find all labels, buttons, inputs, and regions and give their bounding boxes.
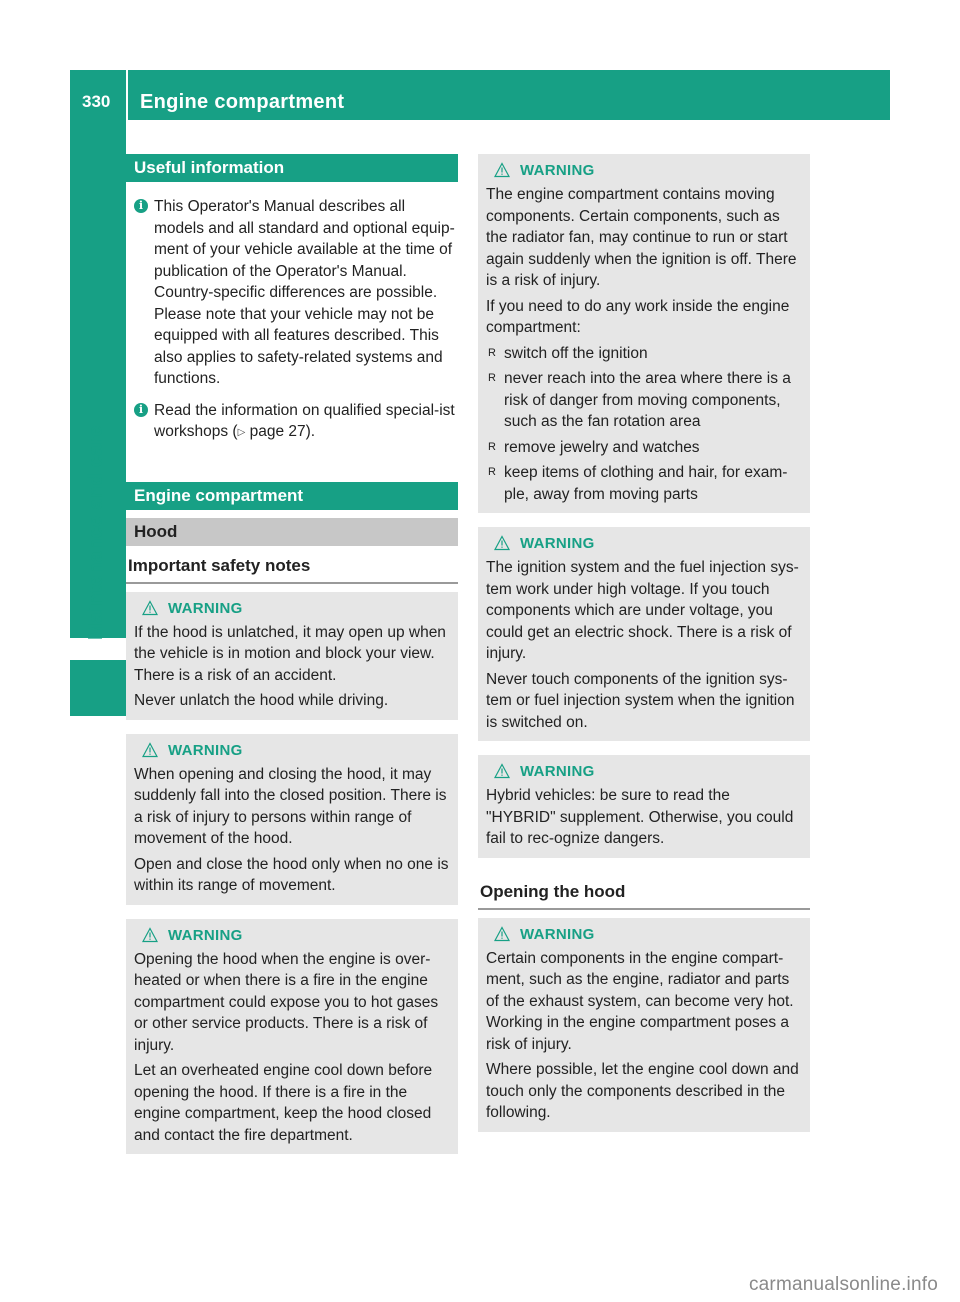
warning-title: WARNING xyxy=(520,763,595,780)
warning-text: If you need to do any work inside the engine compartment: xyxy=(486,297,790,336)
side-tab-label: Maintenance and care xyxy=(85,425,107,640)
warning-text: Certain components in the engine compart-ment, such as the engine, radiator and parts of the exhaust system, can become very hot. Working in the engine compartment poses a risk of injury. xyxy=(486,949,794,1053)
warning-text: Let an overheated engine cool down before opening the hood. If there is a fire in the engine compartment, keep the hood closed and contact the fire department. xyxy=(134,1062,433,1144)
warning-triangle-icon xyxy=(142,927,158,943)
warning-text: If the hood is unlatched, it may open up when the vehicle is in motion and block your view. There is a risk of an accident. xyxy=(134,623,446,684)
warning-title: WARNING xyxy=(168,599,243,617)
info-note-2 xyxy=(126,400,458,444)
watermark: carmanualsonline.info xyxy=(748,1274,938,1295)
bullet-r-icon: R xyxy=(488,372,496,384)
list-item xyxy=(486,343,802,365)
warning-text: The engine compartment contains moving components. Certain components, such as the radiator fan, may continue to run or start again suddenly when the ignition is off. There is a risk of injury. xyxy=(486,186,797,289)
list-item xyxy=(486,368,802,433)
warning-triangle-icon xyxy=(142,742,158,758)
warning-box xyxy=(126,919,458,1155)
info-circle-icon: i xyxy=(134,403,148,417)
warning-text: When opening and closing the hood, it may suddenly fall into the closed position. There is a risk of injury to persons within range of movement of the hood. xyxy=(134,765,447,847)
list-item-text: keep items of clothing and hair, for exam-ple, away from moving parts xyxy=(504,464,788,503)
warning-box xyxy=(126,592,458,720)
bullet-r-icon: R xyxy=(488,466,496,478)
list-item xyxy=(486,437,802,459)
header-divider xyxy=(126,70,128,120)
right-column xyxy=(478,154,810,1132)
info-note-1 xyxy=(126,196,458,390)
warning-text: Where possible, let the engine cool down and touch only the components described in the following. xyxy=(486,1061,799,1121)
left-column xyxy=(126,154,458,1154)
warning-text: Opening the hood when the engine is over-heated or when there is a fire in the engine compartment could expose you to hot gases or other service products. There is a risk of injury. xyxy=(134,950,439,1054)
page-number: 330 xyxy=(82,92,111,111)
warning-box xyxy=(478,527,810,741)
warning-title: WARNING xyxy=(168,741,243,759)
warning-triangle-icon xyxy=(494,926,510,942)
list-item-text: remove jewelry and watches xyxy=(504,438,700,456)
warning-triangle-icon xyxy=(494,763,510,779)
warning-title: WARNING xyxy=(520,925,595,943)
warning-box xyxy=(478,154,810,513)
info-note-2-text: Read the information on qualified special-ist workshops ( xyxy=(154,401,455,440)
warning-text: Never unlatch the hood while driving. xyxy=(134,692,389,709)
bullet-r-icon: R xyxy=(488,440,496,453)
warning-triangle-icon xyxy=(142,600,158,616)
side-tab-marker xyxy=(70,660,126,716)
warning-triangle-icon xyxy=(494,162,510,178)
list-item xyxy=(486,462,802,505)
safety-notes-heading: Important safety notes xyxy=(126,546,458,584)
hood-subheading: Hood xyxy=(126,518,458,546)
list-item-text: switch off the ignition xyxy=(504,344,648,362)
opening-hood-heading: Opening the hood xyxy=(478,870,810,910)
useful-info-heading: Useful information xyxy=(126,154,458,182)
page-ref-link[interactable]: page 27 xyxy=(249,423,306,440)
bullet-r-icon: R xyxy=(488,346,496,359)
engine-compartment-heading: Engine compartment xyxy=(126,482,458,510)
info-note-2-end: ). xyxy=(305,423,316,440)
page-title: Engine compartment xyxy=(140,91,345,113)
list-item-text: never reach into the area where there is a risk of danger from moving components, such as the fan rotation area xyxy=(504,370,791,430)
warning-text: Open and close the hood only when no one is within its range of movement. xyxy=(134,855,449,894)
warning-box xyxy=(478,755,810,858)
triangle-right-icon: ▷ xyxy=(237,427,246,438)
warning-title: WARNING xyxy=(168,926,243,944)
warning-title: WARNING xyxy=(520,162,595,179)
warning-text: The ignition system and the fuel injection sys-tem work under high voltage. If you touch components which are under voltage, you could get an electric shock. There is a risk of injury. xyxy=(486,559,799,662)
warning-box xyxy=(126,734,458,905)
warning-title: WARNING xyxy=(520,535,595,552)
warning-box xyxy=(478,918,810,1132)
info-circle-icon: i xyxy=(134,199,148,213)
warning-triangle-icon xyxy=(494,535,510,551)
warning-text: Hybrid vehicles: be sure to read the "HYBRID" supplement. Otherwise, you could fail to rec-ognize dangers. xyxy=(486,787,794,847)
warning-text: Never touch components of the ignition sys-tem or fuel injection system when the ignition is switched on. xyxy=(486,670,795,731)
info-note-1-text: This Operator's Manual describes all models and all standard and optional equip-ment of your vehicle available at the time of publication of the Operator's Manual. Country-specific differences are possible. Please note that your vehicle may not be equipped with all features described. This also applies to safety-related systems and functions. xyxy=(154,198,455,387)
